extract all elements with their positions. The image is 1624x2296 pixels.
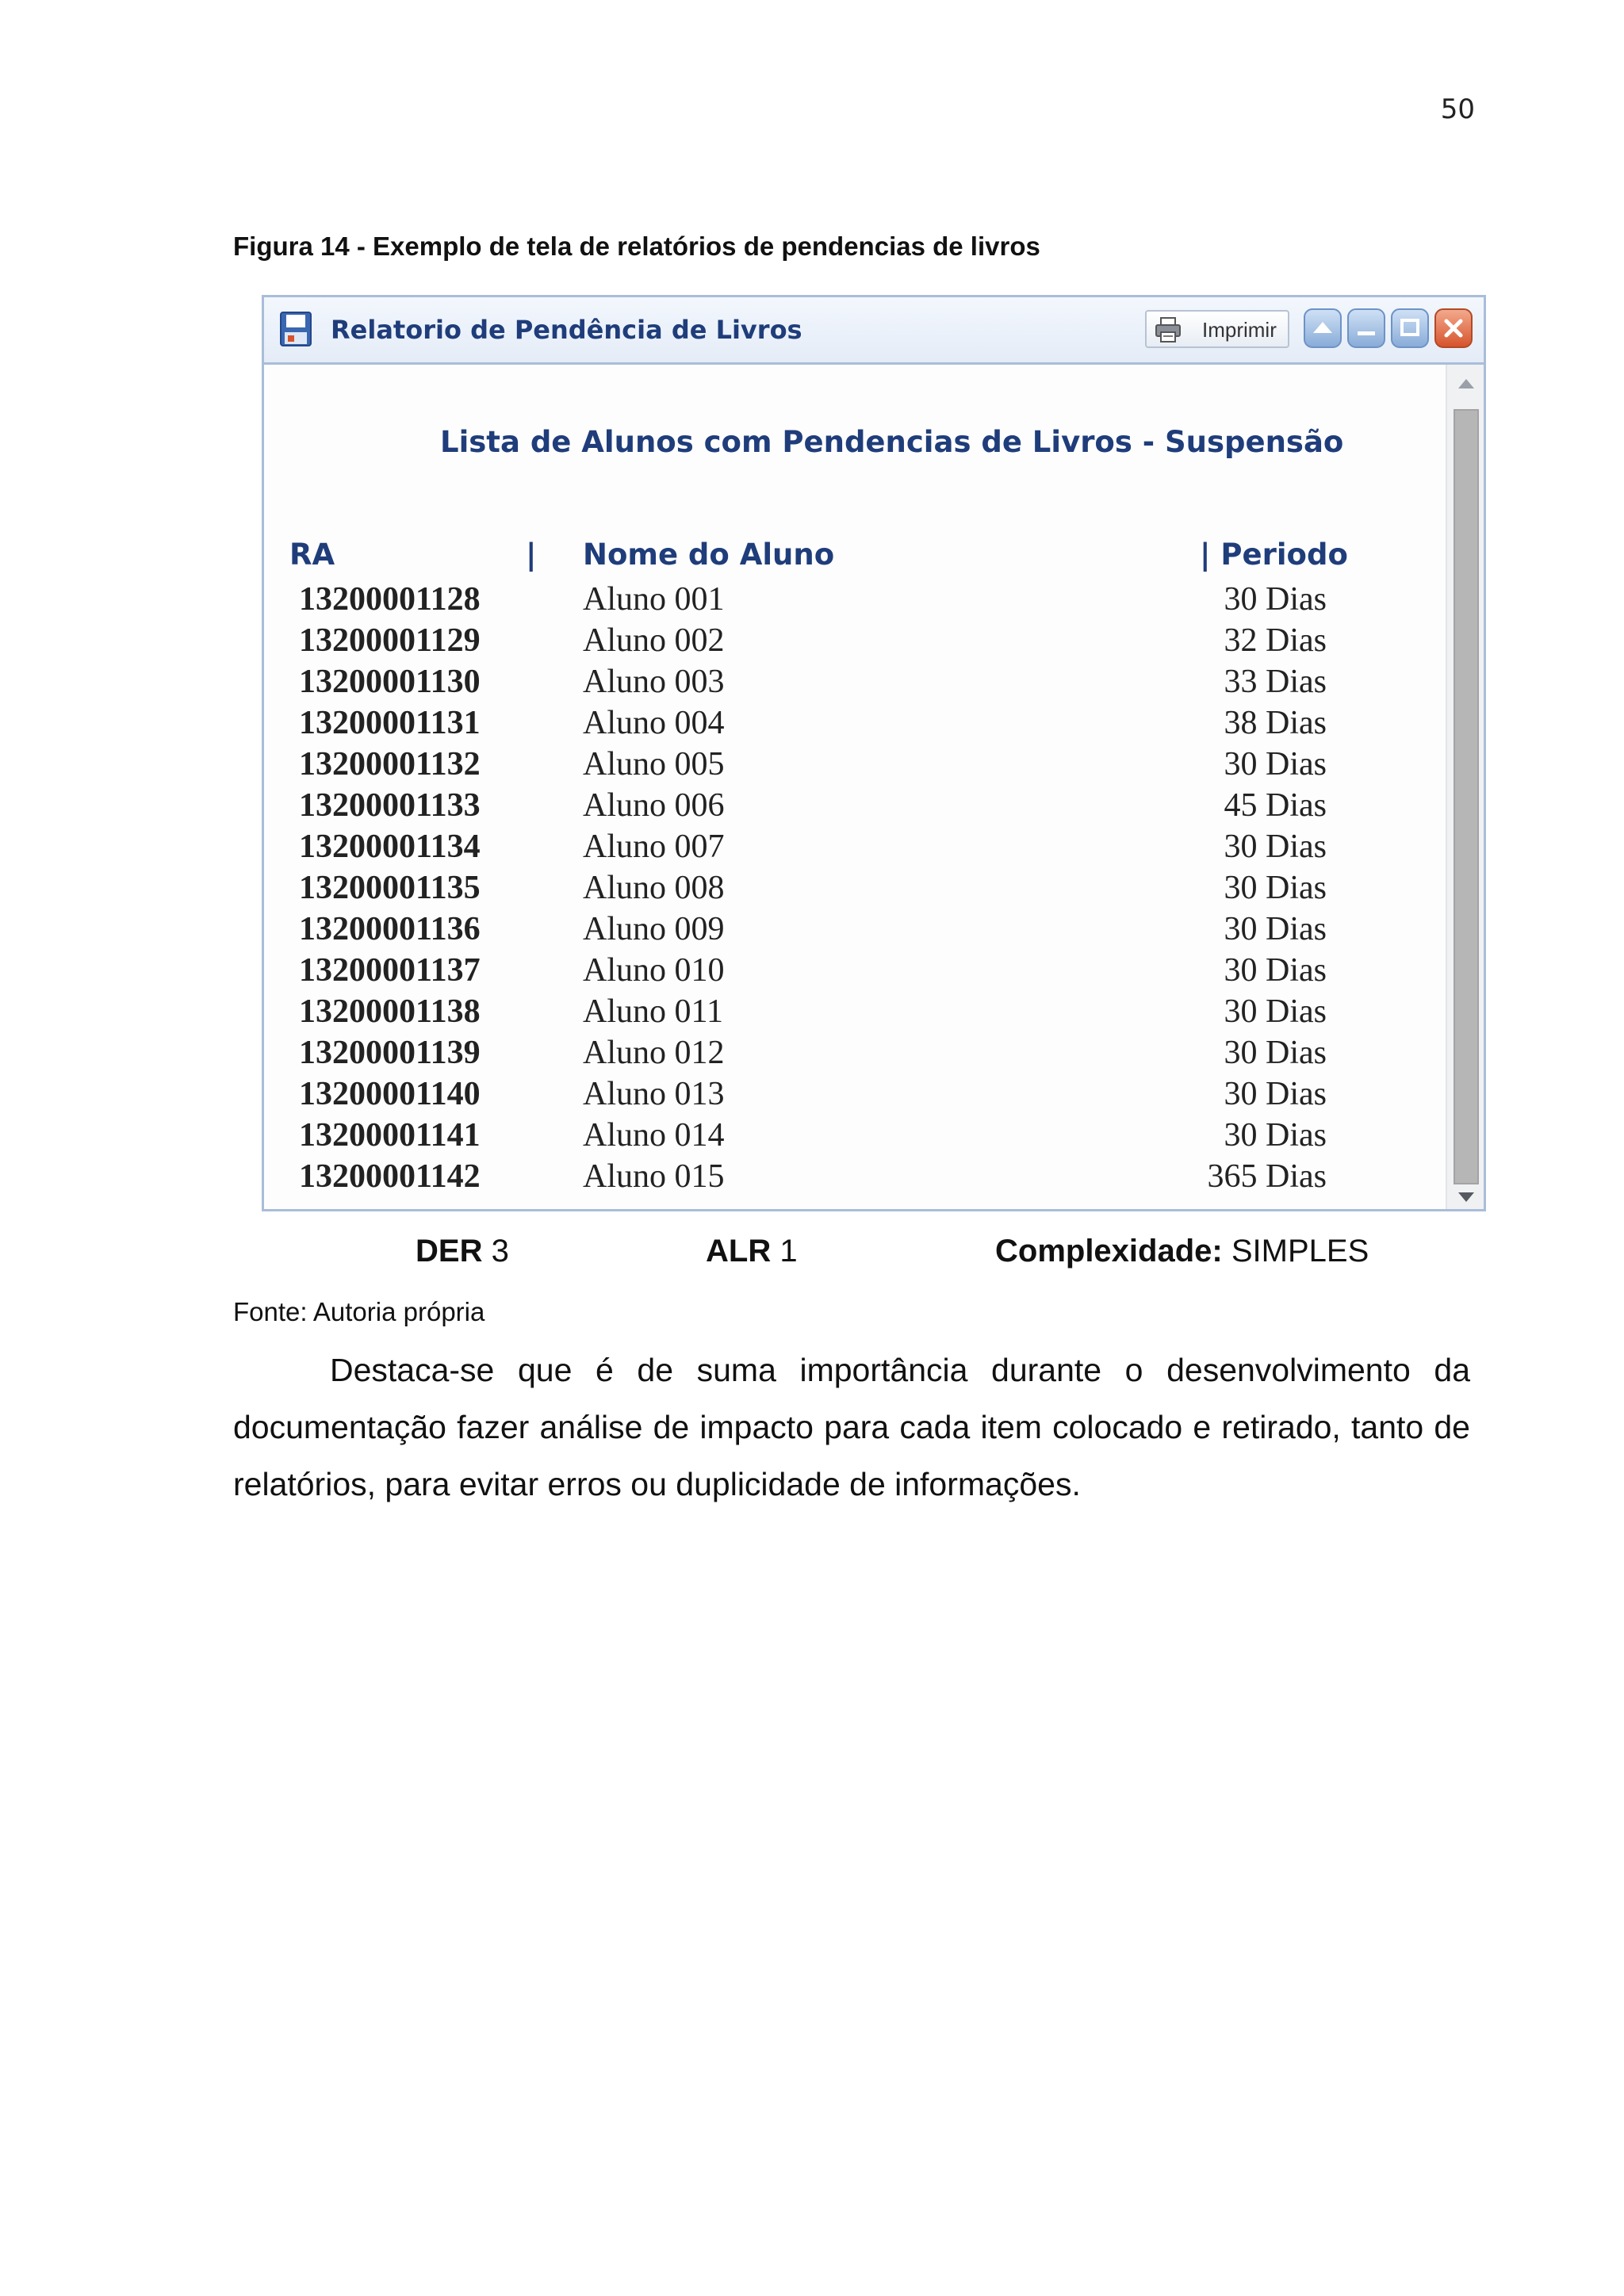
periodo-cell: 38 Dias	[1224, 705, 1327, 741]
nome-cell: Aluno 005	[583, 746, 725, 783]
report-title: Lista de Alunos com Pendencias de Livros - Suspensão	[440, 425, 1344, 459]
der-value: 3	[491, 1234, 509, 1269]
periodo-cell: 30 Dias	[1224, 952, 1327, 989]
nome-cell: Aluno 008	[583, 870, 725, 906]
student-list	[264, 580, 1446, 1199]
column-header-ra: RA	[289, 538, 335, 572]
nome-cell: Aluno 003	[583, 664, 725, 700]
vertical-scrollbar[interactable]	[1446, 365, 1484, 1209]
periodo-cell: 30 Dias	[1224, 828, 1327, 865]
body-paragraph: Destaca-se que é de suma importância durante o desenvolvimento da documentação fazer análise de impacto para cada item colocado e retirado, tanto de relatórios, para evitar erros ou duplicidade de informações.	[233, 1352, 1470, 1502]
close-button[interactable]	[1434, 308, 1473, 348]
ra-cell: 13200001138	[299, 993, 481, 1030]
periodo-cell: 365 Dias	[1207, 1158, 1327, 1195]
nome-cell: Aluno 014	[583, 1117, 725, 1154]
periodo-cell: 45 Dias	[1224, 787, 1327, 824]
table-row	[264, 1158, 1446, 1199]
minimize-button[interactable]	[1347, 308, 1385, 348]
ra-cell: 13200001133	[299, 787, 481, 824]
report-window	[262, 295, 1486, 1211]
nome-cell: Aluno 001	[583, 581, 725, 618]
scroll-up-icon[interactable]	[1455, 376, 1477, 396]
ra-cell: 13200001142	[299, 1158, 481, 1195]
der-label: DER	[416, 1234, 483, 1269]
periodo-cell: 30 Dias	[1224, 581, 1327, 618]
nome-cell: Aluno 010	[583, 952, 725, 989]
column-header-periodo: | Periodo	[1200, 538, 1348, 572]
scroll-down-icon[interactable]	[1455, 1189, 1477, 1209]
periodo-cell: 30 Dias	[1224, 746, 1327, 783]
column-header-nome: Nome do Aluno	[583, 538, 835, 572]
ra-cell: 13200001130	[299, 664, 481, 700]
periodo-cell: 32 Dias	[1224, 622, 1327, 659]
alr-value: 1	[779, 1234, 798, 1269]
nome-cell: Aluno 006	[583, 787, 725, 824]
ra-cell: 13200001132	[299, 746, 481, 783]
table-row	[264, 1034, 1446, 1075]
table-row	[264, 869, 1446, 910]
table-row	[264, 1116, 1446, 1158]
arrow-up-button[interactable]	[1304, 308, 1342, 348]
ra-cell: 13200001136	[299, 911, 481, 947]
alr-metric	[706, 1234, 798, 1269]
periodo-cell: 30 Dias	[1224, 1076, 1327, 1112]
table-row	[264, 704, 1446, 745]
periodo-cell: 30 Dias	[1224, 911, 1327, 947]
report-content	[264, 365, 1446, 1209]
periodo-cell: 30 Dias	[1224, 870, 1327, 906]
nome-cell: Aluno 007	[583, 828, 725, 865]
ra-cell: 13200001128	[299, 581, 481, 618]
ra-cell: 13200001141	[299, 1117, 481, 1154]
periodo-cell: 30 Dias	[1224, 1117, 1327, 1154]
maximize-button[interactable]	[1391, 308, 1429, 348]
printer-icon	[1155, 316, 1182, 343]
periodo-cell: 33 Dias	[1224, 664, 1327, 700]
table-row	[264, 1075, 1446, 1116]
complexity-value: SIMPLES	[1231, 1234, 1369, 1269]
ra-cell: 13200001139	[299, 1035, 481, 1071]
alr-label: ALR	[706, 1234, 772, 1269]
complexity-label: Complexidade:	[995, 1234, 1223, 1269]
save-disk-icon	[280, 312, 312, 346]
table-row	[264, 828, 1446, 869]
table-row	[264, 993, 1446, 1034]
nome-cell: Aluno 015	[583, 1158, 725, 1195]
maximize-icon	[1392, 310, 1427, 346]
der-metric	[416, 1234, 509, 1269]
page-number: 50	[1440, 94, 1475, 125]
table-row	[264, 580, 1446, 622]
column-separator: |	[526, 538, 537, 572]
ra-cell: 13200001137	[299, 952, 481, 989]
ra-cell: 13200001135	[299, 870, 481, 906]
nome-cell: Aluno 009	[583, 911, 725, 947]
window-title: Relatorio de Pendência de Livros	[331, 315, 802, 345]
arrow-up-icon	[1305, 310, 1340, 346]
scrollbar-thumb[interactable]	[1454, 409, 1479, 1184]
periodo-cell: 30 Dias	[1224, 1035, 1327, 1071]
nome-cell: Aluno 004	[583, 705, 725, 741]
complexity-metric	[995, 1234, 1369, 1269]
periodo-cell: 30 Dias	[1224, 993, 1327, 1030]
print-button-label: Imprimir	[1202, 318, 1277, 342]
close-icon	[1436, 310, 1471, 346]
nome-cell: Aluno 002	[583, 622, 725, 659]
print-button[interactable]	[1145, 310, 1289, 348]
figure-source: Fonte: Autoria própria	[233, 1297, 485, 1326]
ra-cell: 13200001140	[299, 1076, 481, 1112]
nome-cell: Aluno 013	[583, 1076, 725, 1112]
figure-caption: Figura 14 - Exemplo de tela de relatórios de pendencias de livros	[233, 232, 1040, 261]
minimize-icon	[1349, 310, 1384, 346]
table-row	[264, 622, 1446, 663]
table-row	[264, 910, 1446, 951]
table-row	[264, 786, 1446, 828]
table-row	[264, 745, 1446, 786]
table-row	[264, 951, 1446, 993]
window-titlebar[interactable]	[264, 297, 1484, 365]
table-row	[264, 663, 1446, 704]
ra-cell: 13200001134	[299, 828, 481, 865]
ra-cell: 13200001129	[299, 622, 481, 659]
nome-cell: Aluno 011	[583, 993, 723, 1030]
ra-cell: 13200001131	[299, 705, 481, 741]
nome-cell: Aluno 012	[583, 1035, 725, 1071]
